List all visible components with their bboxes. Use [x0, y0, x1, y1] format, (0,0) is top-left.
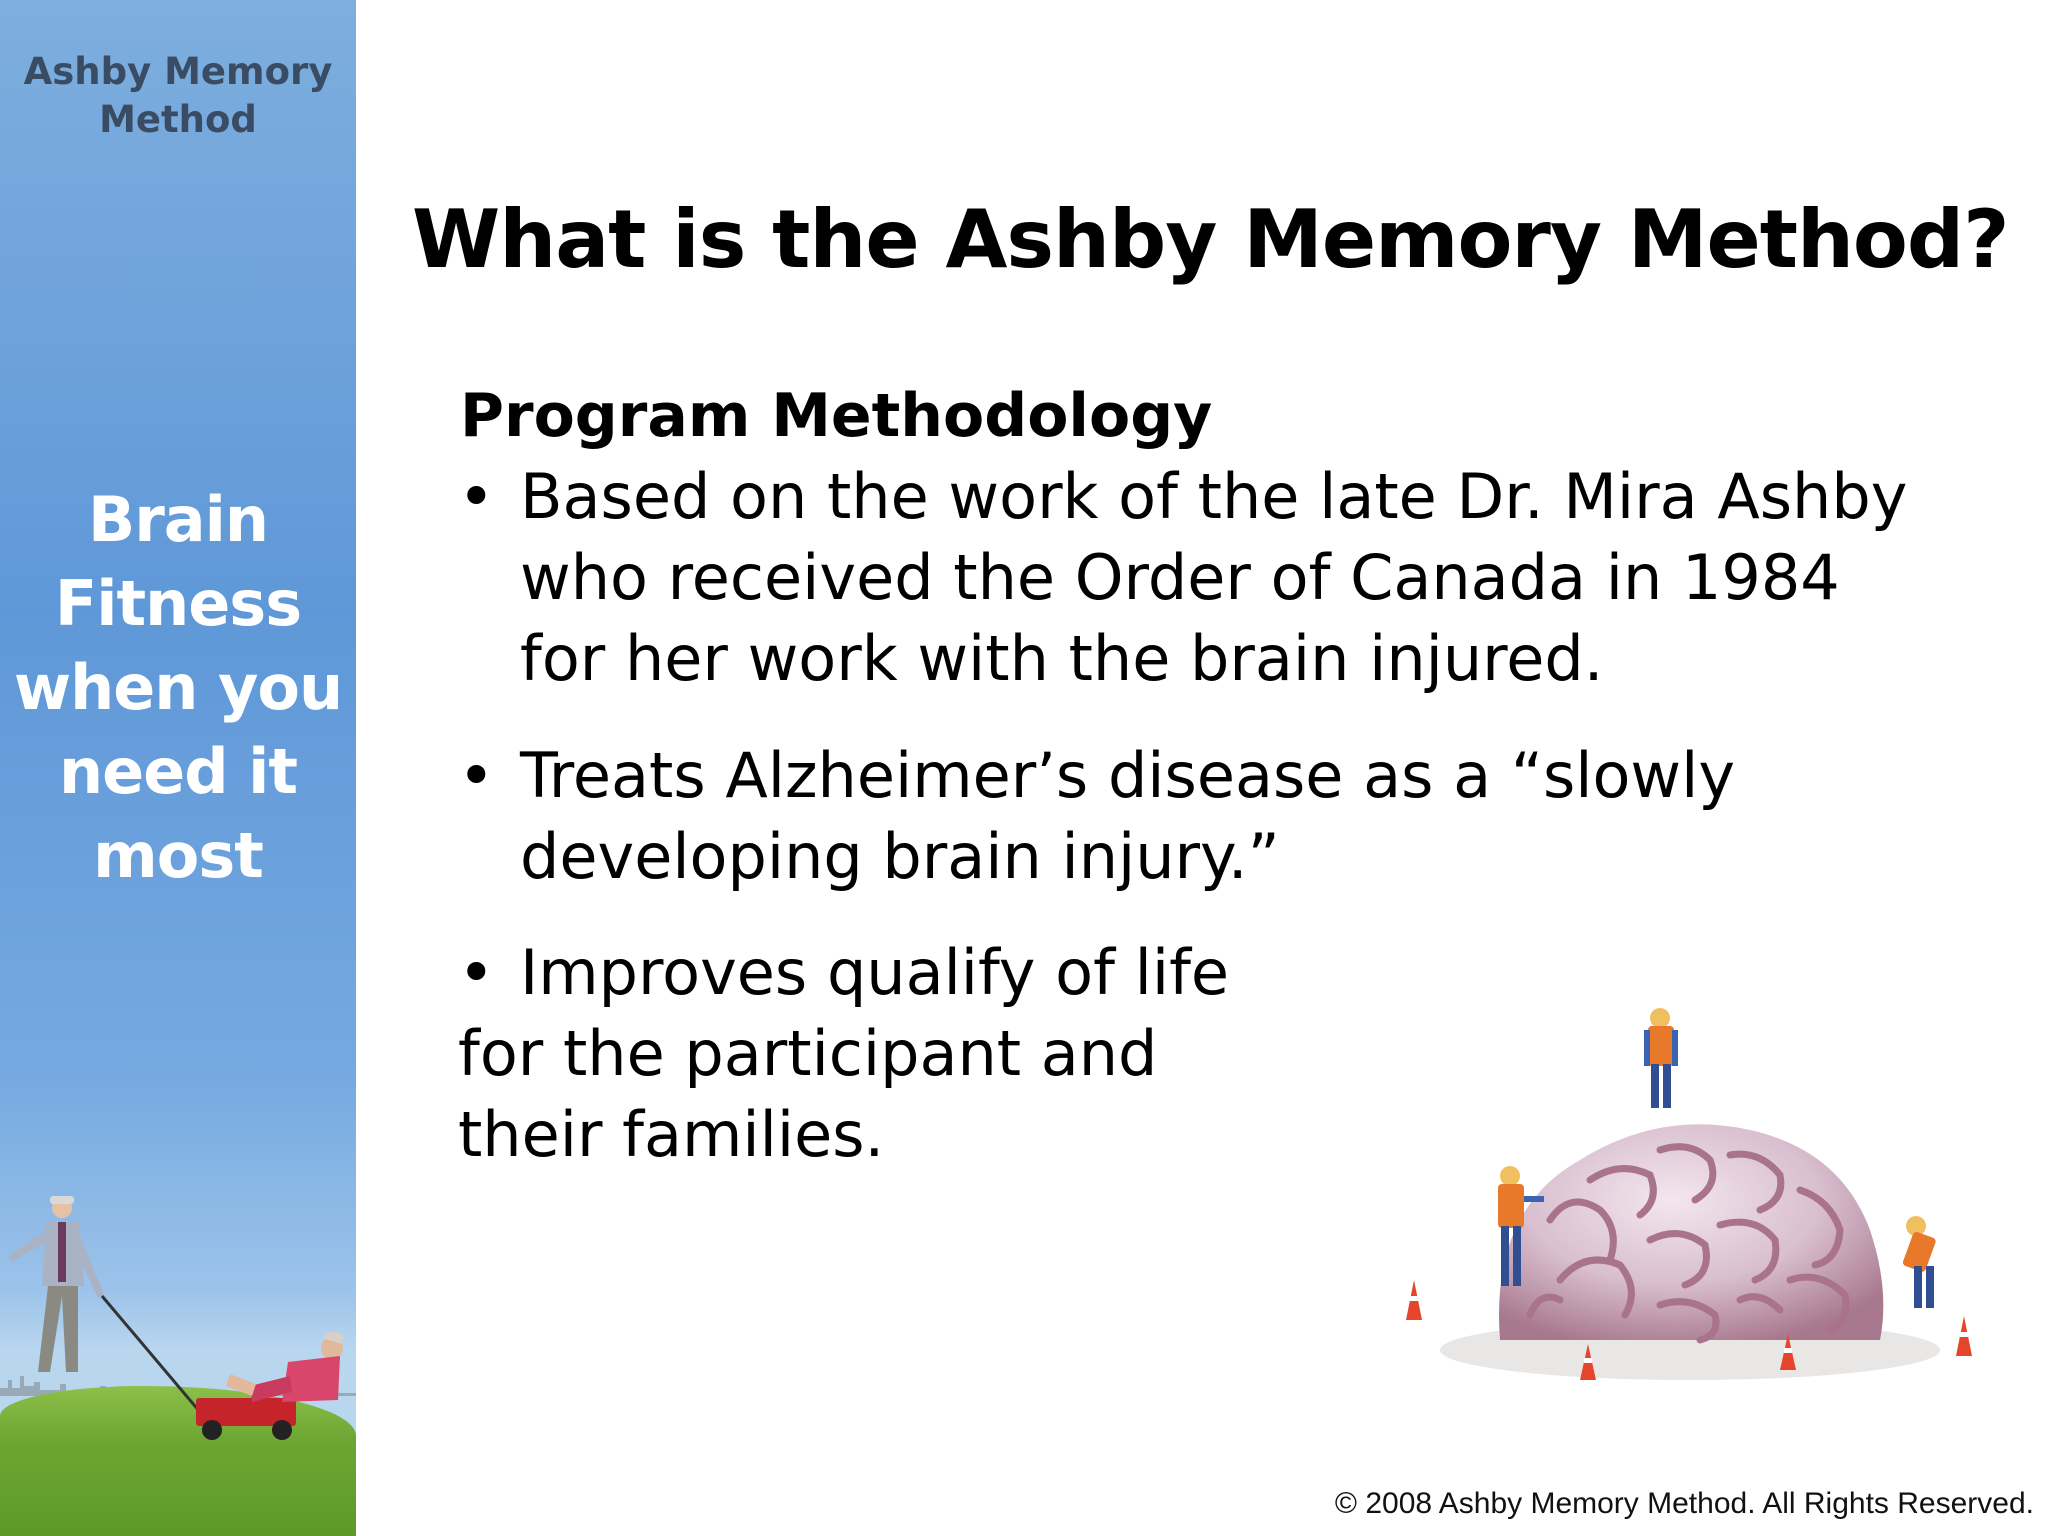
tagline	[0, 478, 356, 898]
bullet-marker: •	[458, 460, 495, 533]
bullet-item	[458, 932, 1358, 1182]
bullet-line: developing brain injury.”	[520, 820, 1280, 893]
bullet-text	[458, 932, 1229, 1175]
bullet-line: for the participant and	[458, 1017, 1158, 1090]
sidebar-panel	[0, 0, 356, 1536]
bullet-item	[458, 456, 2018, 706]
bullet-line: for her work with the brain injured.	[520, 622, 1604, 695]
bullet-line: Treats Alzheimer’s disease as a “slowly	[520, 739, 1736, 812]
slide-title: What is the Ashby Memory Method?	[412, 193, 2009, 286]
bullet-text	[520, 456, 1907, 699]
bullet-marker: •	[458, 739, 495, 812]
brand-line-2: Method	[99, 98, 257, 141]
brain-construction-workers-image	[1360, 960, 2020, 1420]
bullet-line: Improves qualify of life	[520, 936, 1230, 1009]
bullet-line: who received the Order of Canada in 1984	[520, 541, 1840, 614]
tagline-line-1: Brain	[87, 483, 269, 556]
tagline-line-5: most	[93, 819, 263, 892]
section-subtitle: Program Methodology	[460, 381, 1213, 451]
bullet-line: their families.	[458, 1098, 885, 1171]
tagline-line-2: Fitness	[54, 567, 302, 640]
tagline-line-4: need it	[58, 735, 298, 808]
bullet-marker: •	[458, 936, 495, 1009]
elderly-couple-wagon-image	[0, 1176, 356, 1536]
brand-name	[0, 48, 356, 144]
bullet-line: Based on the work of the late Dr. Mira Ashby	[520, 460, 1908, 533]
brand-line-1: Ashby Memory	[23, 50, 333, 93]
copyright-footer: © 2008 Ashby Memory Method. All Rights Reserved.	[1334, 1487, 2034, 1520]
bullet-item	[458, 735, 1858, 905]
bullet-text	[520, 735, 1735, 897]
tagline-line-3: when you	[13, 651, 343, 724]
